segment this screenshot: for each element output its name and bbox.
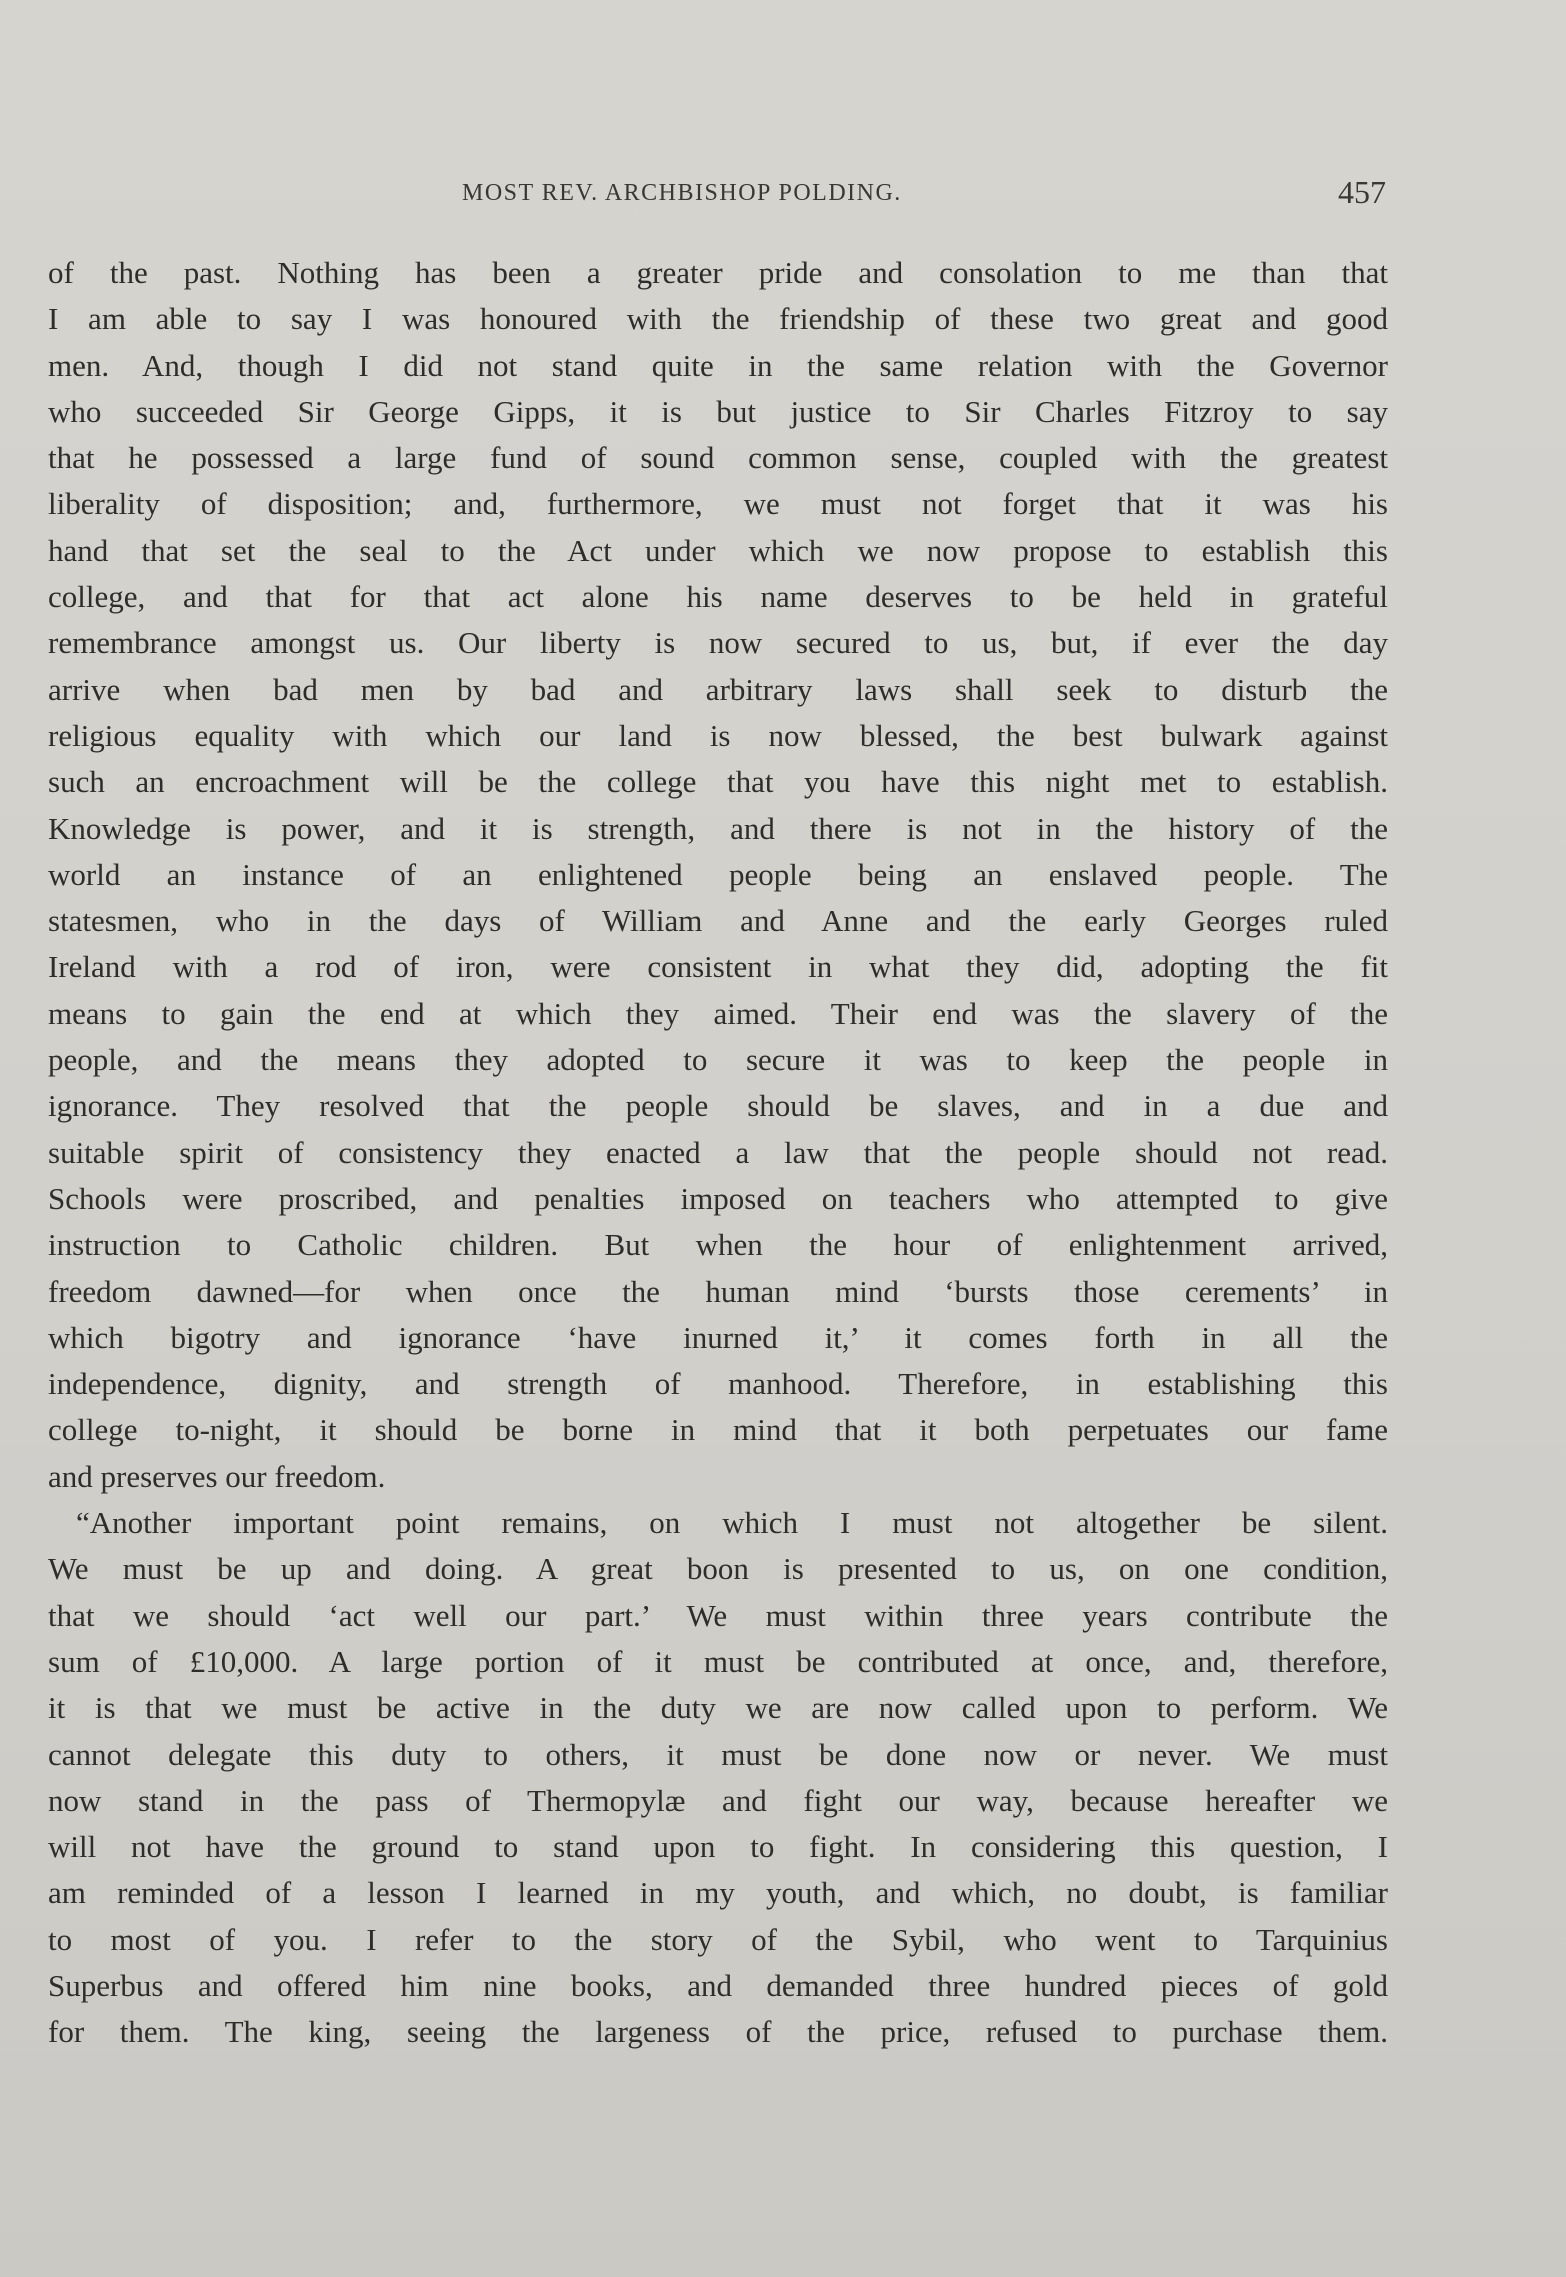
text-line: instruction to Catholic children. But when the hour of enlightenment arrived, — [48, 1227, 1388, 1263]
text-line: for them. The king, seeing the largeness of the price, refused to purchase them. — [48, 2014, 1388, 2050]
text-line: to most of you. I refer to the story of the Sybil, who went to Tarquinius — [48, 1921, 1388, 1957]
text-line: remembrance amongst us. Our liberty is now secured to us, but, if ever the day — [48, 625, 1388, 661]
text-line: that he possessed a large fund of sound common sense, coupled with the greatest — [48, 440, 1388, 476]
text-line: freedom dawned—for when once the human mind ‘bursts those cerements’ in — [48, 1273, 1388, 1309]
text-line: arrive when bad men by bad and arbitrary laws shall seek to disturb the — [48, 671, 1388, 707]
text-line: statesmen, who in the days of William and Anne and the early Georges ruled — [48, 903, 1388, 939]
text-line: Knowledge is power, and it is strength, and there is not in the history of the — [48, 810, 1388, 846]
running-head — [0, 174, 1566, 214]
running-title: MOST REV. ARCHBISHOP POLDING. — [462, 180, 902, 206]
text-line: college, and that for that act alone his name deserves to be held in grateful — [48, 579, 1388, 615]
text-line: We must be up and doing. A great boon is presented to us, on one condition, — [48, 1551, 1388, 1587]
text-line: college to-night, it should be borne in mind that it both perpetuates our fame — [48, 1412, 1388, 1448]
text-line: means to gain the end at which they aimed. Their end was the slavery of the — [48, 995, 1388, 1031]
text-line: sum of £10,000. A large portion of it must be contributed at once, and, therefore, — [48, 1643, 1388, 1679]
text-line: I am able to say I was honoured with the friendship of these two great and good — [48, 301, 1388, 337]
text-line: now stand in the pass of Thermopylæ and fight our way, because hereafter we — [48, 1782, 1388, 1818]
paragraph-end-line: and preserves our freedom. — [48, 1458, 386, 1494]
text-line: that we should ‘act well our part.’ We must within three years contribute the — [48, 1597, 1388, 1633]
text-line: people, and the means they adopted to secure it was to keep the people in — [48, 1042, 1388, 1078]
text-line: Superbus and offered him nine books, and demanded three hundred pieces of gold — [48, 1967, 1388, 2003]
text-line: Ireland with a rod of iron, were consistent in what they did, adopting the fit — [48, 949, 1388, 985]
text-line: religious equality with which our land is now blessed, the best bulwark against — [48, 717, 1388, 753]
text-line: Schools were proscribed, and penalties imposed on teachers who attempted to give — [48, 1180, 1388, 1216]
text-line: such an encroachment will be the college that you have this night met to establish. — [48, 764, 1388, 800]
text-line: am reminded of a lesson I learned in my youth, and which, no doubt, is familiar — [48, 1875, 1388, 1911]
text-line: it is that we must be active in the duty we are now called upon to perform. We — [48, 1690, 1388, 1726]
body-text — [48, 250, 1388, 2056]
text-line: of the past. Nothing has been a greater pride and consolation to me than that — [48, 255, 1388, 290]
text-line: who succeeded Sir George Gipps, it is but justice to Sir Charles Fitzroy to say — [48, 393, 1388, 429]
text-line: suitable spirit of consistency they enacted a law that the people should not read. — [48, 1134, 1388, 1170]
paragraph-start-line: “Another important point remains, on which I must not altogether be silent. — [76, 1505, 1388, 1541]
text-line: hand that set the seal to the Act under which we now propose to establish this — [48, 532, 1388, 568]
text-line: which bigotry and ignorance ‘have inurned it,’ it comes forth in all the — [48, 1319, 1388, 1355]
page-number: 457 — [1338, 174, 1386, 210]
text-line: independence, dignity, and strength of manhood. Therefore, in establishing this — [48, 1366, 1388, 1402]
text-line: will not have the ground to stand upon to fight. In considering this question, I — [48, 1829, 1388, 1865]
text-line: liberality of disposition; and, furthermore, we must not forget that it was his — [48, 486, 1388, 522]
text-line: cannot delegate this duty to others, it must be done now or never. We must — [48, 1736, 1388, 1772]
text-line: ignorance. They resolved that the people should be slaves, and in a due and — [48, 1088, 1388, 1124]
text-line: world an instance of an enlightened people being an enslaved people. The — [48, 856, 1388, 892]
text-line: men. And, though I did not stand quite in the same relation with the Governor — [48, 347, 1388, 383]
